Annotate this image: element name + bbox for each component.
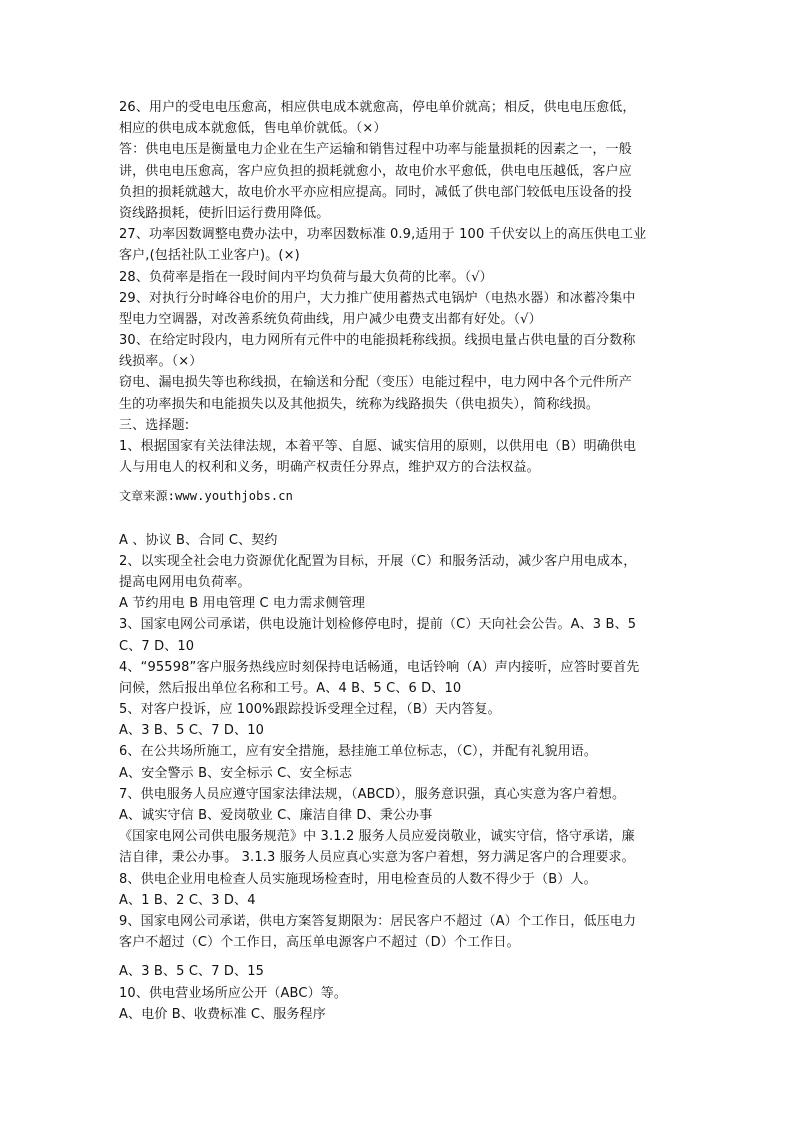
question-29-line-2: 型电力空调器，对改善系统负荷曲线，用户减少电费支出都有好处。（√） — [119, 311, 542, 327]
choice-6: 6、在公共场所施工，应有安全措施，悬挂施工单位标志，（C），并配有礼貌用语。 — [119, 744, 598, 760]
choice-7-options: A、诚实守信 B、爱岗敬业 C、廉洁自律 D、秉公办事 — [119, 808, 433, 823]
choice-10: 10、供电营业场所应公开（ABC）等。 — [119, 985, 348, 1001]
choice-9-line-1: 9、国家电网公司承诺，供电方案答复期限为：居民客户不超过（A）个工作日，低压电力 — [119, 913, 637, 929]
choice-9-options: A、3 B、5 C、7 D、15 — [119, 964, 265, 980]
choice-10-options: A、电价 B、收费标准 C、服务程序 — [119, 1006, 326, 1022]
answer-30-line-1: 窃电、漏电损失等也称线损，在输送和分配（变压）电能过程中，电力网中各个元件所产 — [119, 375, 632, 391]
question-27-line-2: 客户,(包括社队工业客户)。(×) — [119, 248, 300, 264]
choice-1-line-2: 人与用电人的权利和义务，明确产权责任分界点，维护双方的合法权益。 — [119, 460, 540, 476]
choice-9-line-2: 客户不超过（C）个工作日，高压单电源客户不超过（D）个工作日。 — [119, 935, 520, 951]
choice-1-options: A 、协议 B、合同 C、契约 — [119, 532, 278, 548]
answer-26-line-1: 答：供电电压是衡量电力企业在生产运输和销售过程中功率与能量损耗的因素之一，一般 — [119, 142, 632, 158]
choice-2-line-1: 2、以实现全社会电力资源优化配置为目标，开展（C）和服务活动，减少客户用电成本， — [119, 553, 637, 569]
regulation-note-line-2: 洁自律，秉公办事。 3.1.3 服务人员应真心实意为客户着想，努力满足客户的合理要求。 — [119, 850, 635, 866]
choice-5-options: A、3 B、5 C、7 D、10 — [119, 723, 265, 739]
question-26-line-2: 相应的供电成本就愈低，售电单价就低。（×） — [119, 121, 387, 137]
answer-26-line-2: 讲，供电电压愈高，客户应负担的损耗就愈小，故电价水平愈低，供电电压越低，客户应 — [119, 163, 632, 179]
choice-8: 8、供电企业用电检查人员实施现场检查时，用电检查员的人数不得少于（B）人。 — [119, 871, 597, 887]
choice-3-line-1: 3、国家电网公司承诺，供电设施计划检修停电时，提前（C）天向社会公告。A、3 B、5 — [119, 617, 637, 633]
regulation-note-line-1: 《国家电网公司供电服务规范》中 3.1.2 服务人员应爱岗敬业，诚实守信，恪守承诺，廉 — [119, 829, 635, 845]
source-line: 文章来源:www.youthjobs.cn — [119, 489, 293, 504]
choice-7: 7、供电服务人员应遵守国家法律法规，（ABCD），服务意识强，真心实意为客户着想。 — [119, 786, 626, 802]
choice-8-options: A、1 B、2 C、3 D、4 — [119, 892, 256, 908]
document-body — [119, 97, 679, 1025]
question-29-line-1: 29、对执行分时峰谷电价的用户，大力推广使用蓄热式电锅炉（电热水器）和冰蓄冷集中 — [119, 290, 636, 306]
answer-26-line-3: 负担的损耗就越大，故电价水平亦应相应提高。同时，减低了供电部门较低电压设备的投 — [119, 184, 632, 200]
choice-4-line-1: 4、“95598”客户服务热线应时刻保持电话畅通，电话铃响（A）声内接听，应答时要首先 — [119, 659, 640, 675]
question-28: 28、负荷率是指在一段时间内平均负荷与最大负荷的比率。（√） — [119, 269, 493, 285]
answer-30-line-2: 生的功率损失和电能损失以及其他损失，统称为线路损失（供电损失），简称线损。 — [119, 396, 600, 412]
choice-6-options: A、安全警示 B、安全标示 C、安全标志 — [119, 765, 353, 781]
question-27-line-1: 27、功率因数调整电费办法中，功率因数标准 0.9,适用于 100 千伏安以上的高压供电工业 — [119, 227, 647, 243]
choice-1-line-1: 1、根据国家有关法律法规，本着平等、自愿、诚实信用的原则，以供用电（B）明确供电 — [119, 439, 637, 454]
question-30-line-1: 30、在给定时段内，电力网所有元件中的电能损耗称线损。线损电量占供电量的百分数称 — [119, 333, 636, 349]
choice-3-line-2: C、7 D、10 — [119, 638, 195, 654]
question-26-line-1: 26、用户的受电电压愈高，相应供电成本就愈高，停电单价就高；相反，供电电压愈低， — [119, 100, 636, 115]
section-heading: 三、选择题: — [119, 417, 190, 433]
question-30-line-2: 线损率。（×） — [119, 354, 203, 370]
choice-2-line-2: 提高电网用电负荷率。 — [119, 574, 251, 590]
answer-26-line-4: 资线路损耗，使折旧运行费用降低。 — [119, 205, 330, 221]
choice-5: 5、对客户投诉，应 100%跟踪投诉受理全过程，（B）天内答复。 — [119, 702, 501, 718]
choice-4-line-2: 问候，然后报出单位名称和工号。A、4 B、5 C、6 D、10 — [119, 680, 462, 696]
choice-2-options: A 节约用电 B 用电管理 C 电力需求侧管理 — [119, 596, 366, 612]
